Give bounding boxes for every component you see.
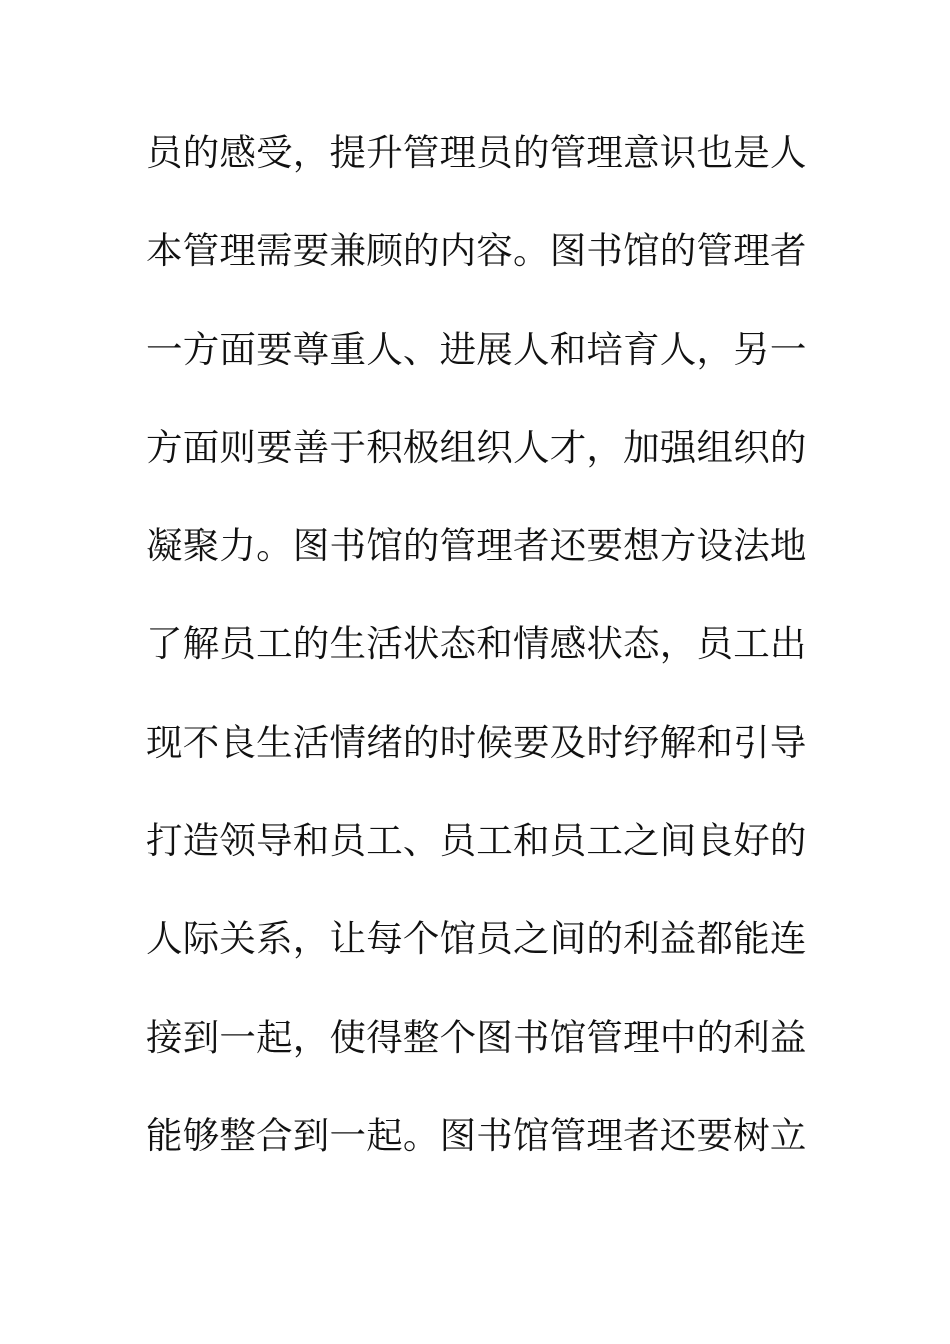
text-line: 凝聚力。图书馆的管理者还要想方设法地 xyxy=(146,524,807,568)
text-line: 一方面要尊重人、进展人和培育人，另一 xyxy=(146,327,807,371)
text-line: 现不良生活情绪的时候要及时纾解和引导 xyxy=(146,720,807,764)
text-line: 本管理需要兼顾的内容。图书馆的管理者 xyxy=(146,229,807,273)
text-line: 方面则要善于积极组织人才，加强组织的 xyxy=(146,425,807,469)
text-line: 能够整合到一起。图书馆管理者还要树立 xyxy=(146,1113,807,1157)
text-line: 员的感受，提升管理员的管理意识也是人 xyxy=(146,131,807,174)
body-text xyxy=(146,123,816,1204)
text-line: 了解员工的生活状态和情感状态，员工出 xyxy=(146,622,807,666)
text-line: 人际关系，让每个馆员之间的利益都能连 xyxy=(146,917,807,961)
text-line: 接到一起，使得整个图书馆管理中的利益 xyxy=(146,1015,807,1059)
text-line: 打造领导和员工、员工和员工之间良好的 xyxy=(146,819,807,863)
